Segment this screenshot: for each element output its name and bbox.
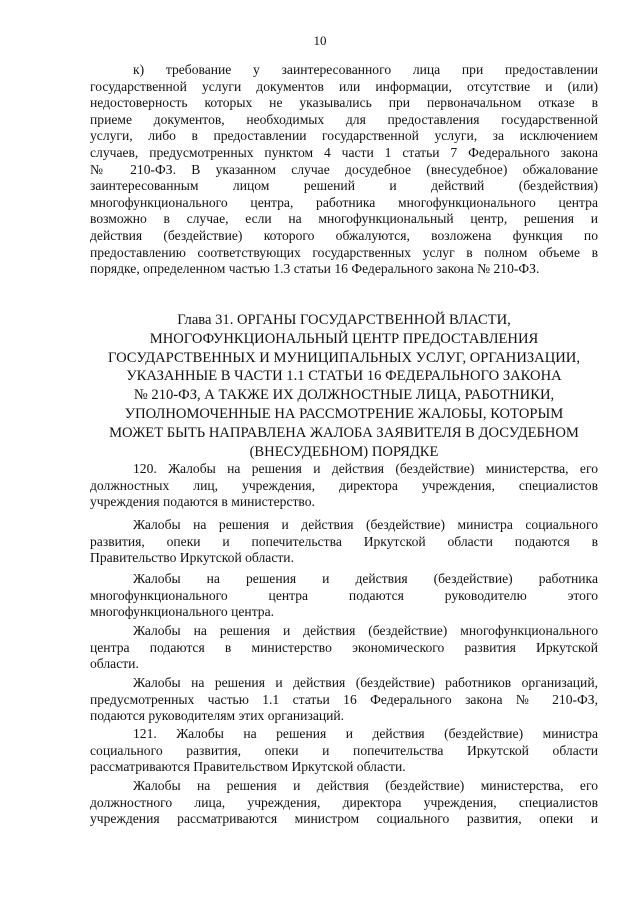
text-line: к) требование у заинтересованного лица при предоставлении — [133, 62, 598, 77]
text-line: Жалобы на решения и действия (бездействие) работника — [133, 571, 598, 586]
text-line: Жалобы на решения и действия (бездействие) министра социального — [133, 517, 598, 532]
paragraph-mfc-complaints — [90, 623, 598, 673]
text-line: должностных лиц, учреждения, директора учреждения, специалистов — [90, 477, 598, 493]
paragraph-k — [90, 62, 598, 278]
heading-line: № 210-ФЗ, А ТАКЖЕ ИХ ДОЛЖНОСТНЫЕ ЛИЦА, РАБОТНИКИ, — [133, 387, 555, 404]
text-line: Жалобы на решения и действия (бездействие) многофункционального — [133, 623, 598, 638]
text-line: центра подаются в министерство экономического развития Иркутской — [90, 639, 598, 655]
paragraph-121 — [90, 726, 598, 776]
heading-line: Глава 31. ОРГАНЫ ГОСУДАРСТВЕННОЙ ВЛАСТИ, — [177, 312, 511, 328]
page-number: 10 — [313, 33, 327, 48]
text-line: Жалобы на решения и действия (бездействие) работников организаций, — [133, 675, 598, 690]
text-line: приеме документов, необходимых для предоставления государственной — [90, 111, 598, 127]
text-line: № 210-ФЗ. В указанном случае досудебное (внесудебное) обжалование — [90, 161, 598, 177]
paragraph-minister-complaints — [90, 517, 598, 567]
heading-line: МНОГОФУНКЦИОНАЛЬНЫЙ ЦЕНТР ПРЕДОСТАВЛЕНИЯ — [149, 330, 539, 347]
text-line: области. — [90, 656, 139, 672]
text-line: 121. Жалобы на решения и действия (бездействие) министра — [133, 726, 598, 741]
text-line: социального развития, опеки и попечительства Иркутской области — [90, 742, 598, 758]
text-line: рассматриваются Правительством Иркутской области. — [90, 759, 406, 775]
heading-line: УПОЛНОМОЧЕННЫЕ НА РАССМОТРЕНИЕ ЖАЛОБЫ, КОТОРЫМ — [124, 405, 564, 422]
text-line: государственной услуги документов или информации, отсутствие и (или) — [90, 78, 598, 94]
text-line: учреждения подаются в министерство. — [90, 494, 315, 510]
heading-line: УКАЗАННЫЕ В ЧАСТИ 1.1 СТАТЬИ 16 ФЕДЕРАЛЬНОГО ЗАКОНА — [126, 368, 562, 385]
text-line: многофункционального центра, работника многофункционального центра — [90, 194, 598, 210]
paragraph-mfc-worker-complaints — [90, 571, 598, 621]
paragraph-organizations-complaints — [90, 675, 598, 725]
text-line: развития, опеки и попечительства Иркутской области подаются в — [90, 533, 598, 549]
heading-line: (ВНЕСУДЕБНОМ) ПОРЯДКЕ — [249, 443, 439, 460]
text-line: заинтересованным лицом решений и действий (бездействия) — [90, 178, 598, 194]
chapter-heading — [90, 311, 598, 461]
paragraph-ministry-complaints — [90, 778, 598, 828]
text-line: порядке, определенном частью 1.3 статьи 16 Федерального закона № 210-ФЗ. — [90, 261, 540, 277]
text-line: действия (бездействие) которого обжалуются, возложена функция по — [90, 227, 598, 243]
text-line: недостоверность которых не указывались при первоначальном отказе в — [90, 95, 598, 111]
paragraph-120 — [90, 461, 598, 511]
text-line: предоставлению соответствующих государственных услуг в полном объеме в — [90, 244, 598, 260]
heading-line: МОЖЕТ БЫТЬ НАПРАВЛЕНА ЖАЛОБА ЗАЯВИТЕЛЯ В ДОСУДЕБНОМ — [109, 424, 579, 441]
text-line: предусмотренных частью 1.1 статьи 16 Федерального закона № 210-ФЗ, — [90, 691, 598, 707]
text-line: услуги, либо в предоставлении государственной услуги, за исключением — [90, 128, 598, 144]
text-line: должностного лица, учреждения, директора учреждения, специалистов — [90, 794, 598, 810]
text-line: Правительство Иркутской области. — [90, 550, 294, 566]
text-line: многофункционального центра. — [90, 604, 275, 620]
text-line: 120. Жалобы на решения и действия (бездействие) министерства, его — [133, 461, 598, 476]
text-line: Жалобы на решения и действия (бездействие) министерства, его — [133, 778, 598, 793]
text-line: многофункционального центра подаются руководителю этого — [90, 587, 598, 603]
text-line: случаев, предусмотренных пунктом 4 части 1 статьи 7 Федерального закона — [90, 144, 598, 160]
text-line: подаются руководителям этих организаций. — [90, 708, 345, 724]
heading-line: ГОСУДАРСТВЕННЫХ И МУНИЦИПАЛЬНЫХ УСЛУГ, ОРГАНИЗАЦИИ, — [108, 349, 580, 366]
text-line: учреждения рассматриваются министром социального развития, опеки и — [90, 811, 598, 827]
text-line: возможно в случае, если на многофункциональный центр, решения и — [90, 211, 598, 227]
